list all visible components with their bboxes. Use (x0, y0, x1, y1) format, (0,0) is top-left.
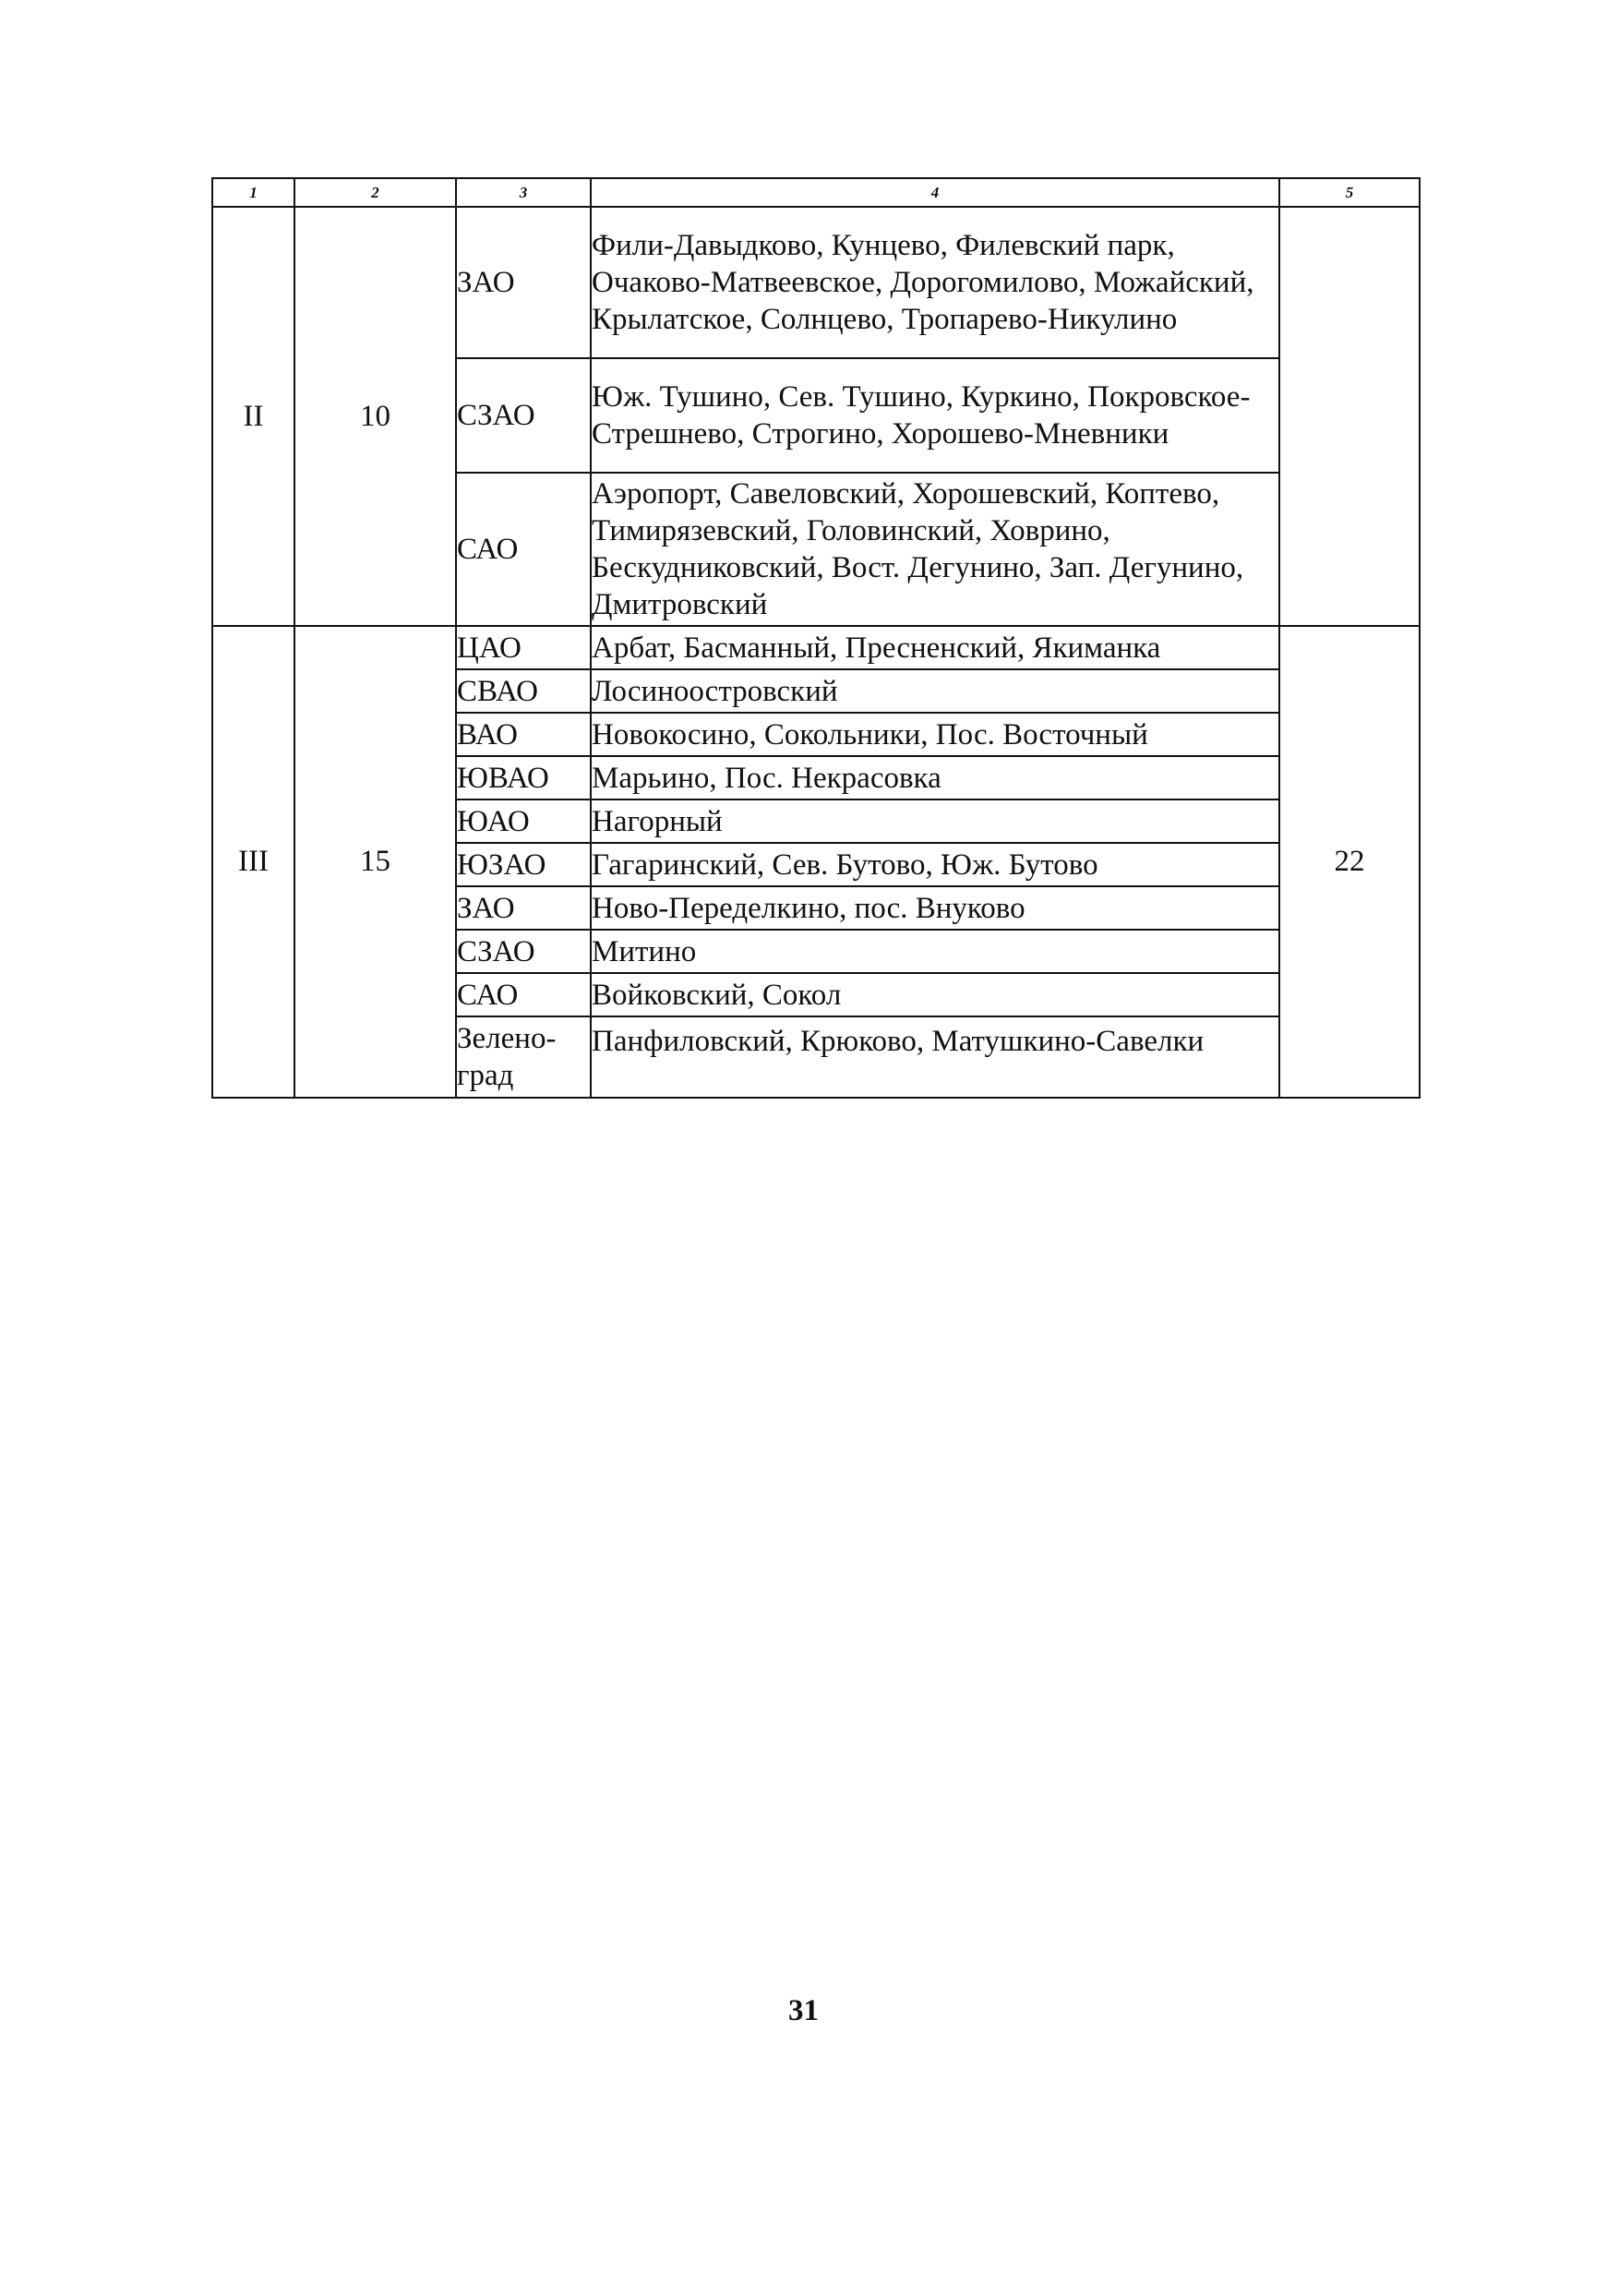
column-header-4: 4 (591, 178, 1279, 207)
districts-cell: Нагорный (591, 799, 1279, 843)
districts-cell: Гагаринский, Сев. Бутово, Юж. Бутово (591, 843, 1279, 886)
okrug-cell: ЮЗАО (456, 843, 591, 886)
districts-cell: Митино (591, 930, 1279, 973)
districts-cell: Новокосино, Сокольники, Пос. Восточный (591, 713, 1279, 756)
value-cell-ii (1279, 207, 1420, 626)
okrug-cell: СЗАО (456, 930, 591, 973)
okrug-cell: САО (456, 473, 591, 626)
column-header-2: 2 (294, 178, 456, 207)
districts-cell: Фили-Давыдково, Кунцево, Филевский парк, Очаково-Матвеевское, Дорогомилово, Можайский, Крылатское, Солнцево, Тропарево-Никулино (591, 207, 1279, 358)
number-cell-ii: 10 (294, 207, 456, 626)
districts-table (211, 177, 1421, 1099)
okrug-cell: ВАО (456, 713, 591, 756)
districts-cell: Панфиловский, Крюково, Матушкино-Савелки (591, 1016, 1279, 1098)
districts-cell: Юж. Тушино, Сев. Тушино, Куркино, Покровское-Стрешнево, Строгино, Хорошево-Мневники (591, 358, 1279, 473)
districts-cell: Арбат, Басманный, Пресненский, Якиманка (591, 626, 1279, 669)
table-header-row (212, 178, 1420, 207)
column-header-5: 5 (1279, 178, 1420, 207)
districts-cell: Войковский, Сокол (591, 973, 1279, 1016)
okrug-line-2: град (457, 1059, 514, 1092)
zone-cell-iii: III (212, 626, 294, 1098)
okrug-cell: ЗАО (456, 886, 591, 930)
column-header-3: 3 (456, 178, 591, 207)
districts-cell: Аэропорт, Савеловский, Хорошевский, Коптево, Тимирязевский, Головинский, Ховрино, Бескудниковский, Вост. Дегунино, Зап. Дегунино, Дмитровский (591, 473, 1279, 626)
okrug-cell: ЮАО (456, 799, 591, 843)
okrug-cell: ЗАО (456, 207, 591, 358)
districts-cell: Ново-Переделкино, пос. Внуково (591, 886, 1279, 930)
table-row (212, 626, 1420, 669)
okrug-cell: ЦАО (456, 626, 591, 669)
page-number: 31 (788, 1994, 819, 2027)
zone-cell-ii: II (212, 207, 294, 626)
okrug-cell (456, 1016, 591, 1098)
okrug-cell: ЮВАО (456, 756, 591, 799)
value-cell-iii: 22 (1279, 626, 1420, 1098)
okrug-line-1: Зелено- (457, 1022, 557, 1055)
number-cell-iii: 15 (294, 626, 456, 1098)
districts-cell: Марьино, Пос. Некрасовка (591, 756, 1279, 799)
okrug-cell: СВАО (456, 669, 591, 713)
column-header-1: 1 (212, 178, 294, 207)
table-row (212, 207, 1420, 358)
districts-cell: Лосиноостровский (591, 669, 1279, 713)
okrug-cell: СЗАО (456, 358, 591, 473)
okrug-cell: САО (456, 973, 591, 1016)
